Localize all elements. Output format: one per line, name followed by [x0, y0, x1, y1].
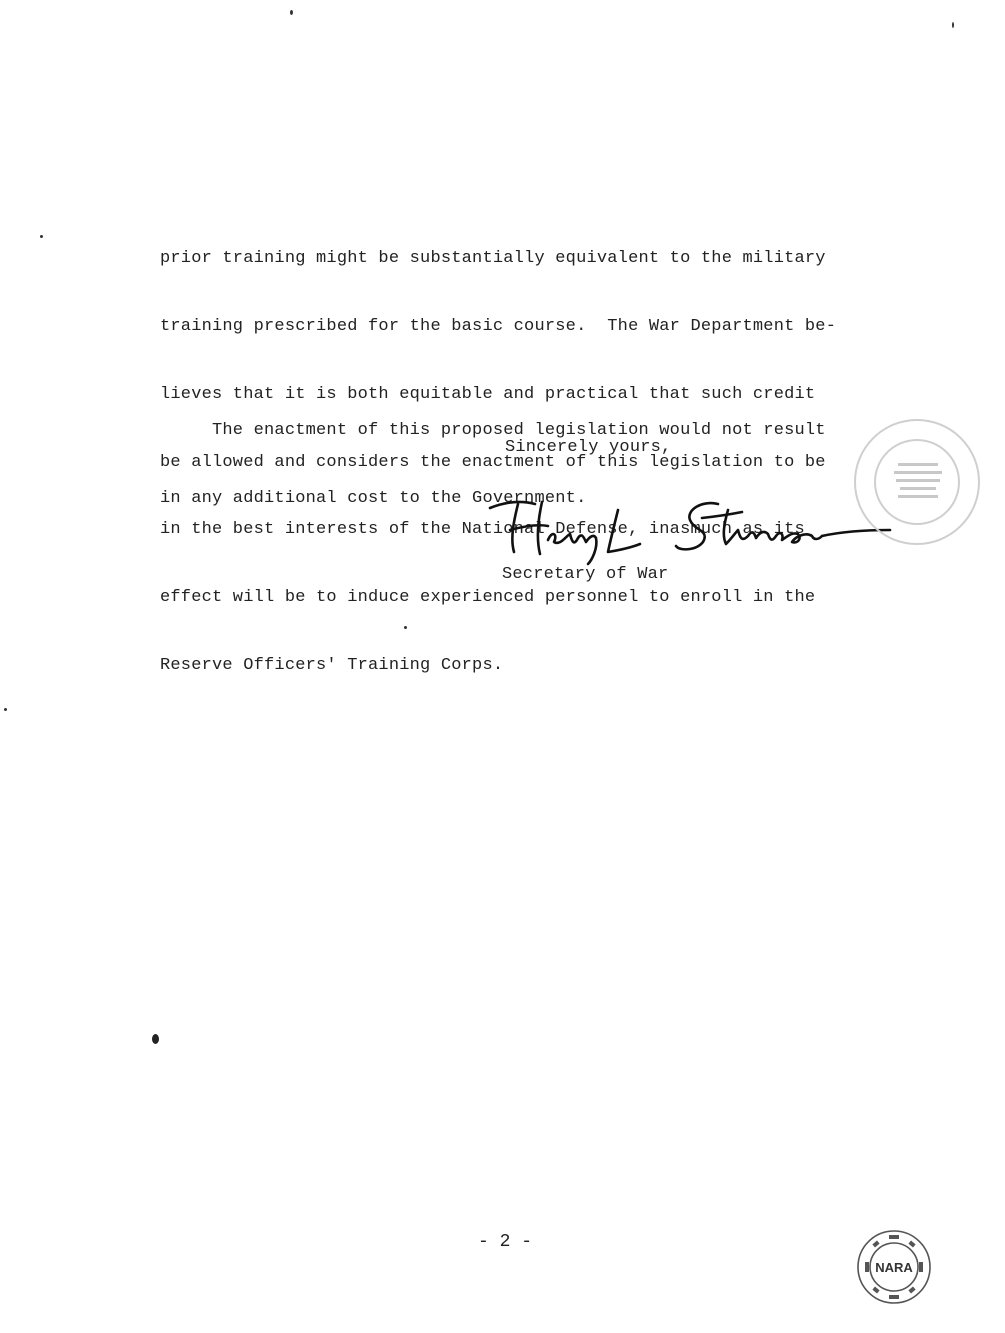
text-line: in any additional cost to the Government. [160, 488, 587, 508]
text-line: training prescribed for the basic course. The War Department be- [160, 316, 837, 336]
text-line: in the best interests of the National Defense, inasmuch as its [160, 520, 805, 540]
text-line: Reserve Officers' Training Corps. [160, 655, 504, 675]
text-line: effect will be to induce experienced personnel to enroll in the [160, 588, 816, 608]
scan-speck [404, 626, 407, 629]
handwritten-signature [480, 490, 900, 570]
text-line: prior training might be substantially equivalent to the military [160, 249, 826, 269]
signer-title: Secretary of War [502, 565, 669, 584]
library-stamp [850, 415, 985, 550]
stamp-center-text: NARA [875, 1260, 913, 1275]
text-line: lieves that it is both equitable and practical that such credit [160, 384, 816, 404]
scan-speck [4, 708, 7, 711]
text-line: be allowed and considers the enactment of this legislation to be [160, 452, 826, 472]
closing-salutation: Sincerely yours, [505, 438, 672, 457]
scan-speck [952, 22, 954, 28]
text-line: The enactment of this proposed legislation would not result [160, 421, 826, 441]
nara-stamp [855, 1228, 933, 1306]
scan-speck [40, 235, 43, 238]
scan-speck [290, 10, 293, 15]
scan-speck [152, 1034, 159, 1044]
page-number: - 2 - [477, 1232, 532, 1252]
